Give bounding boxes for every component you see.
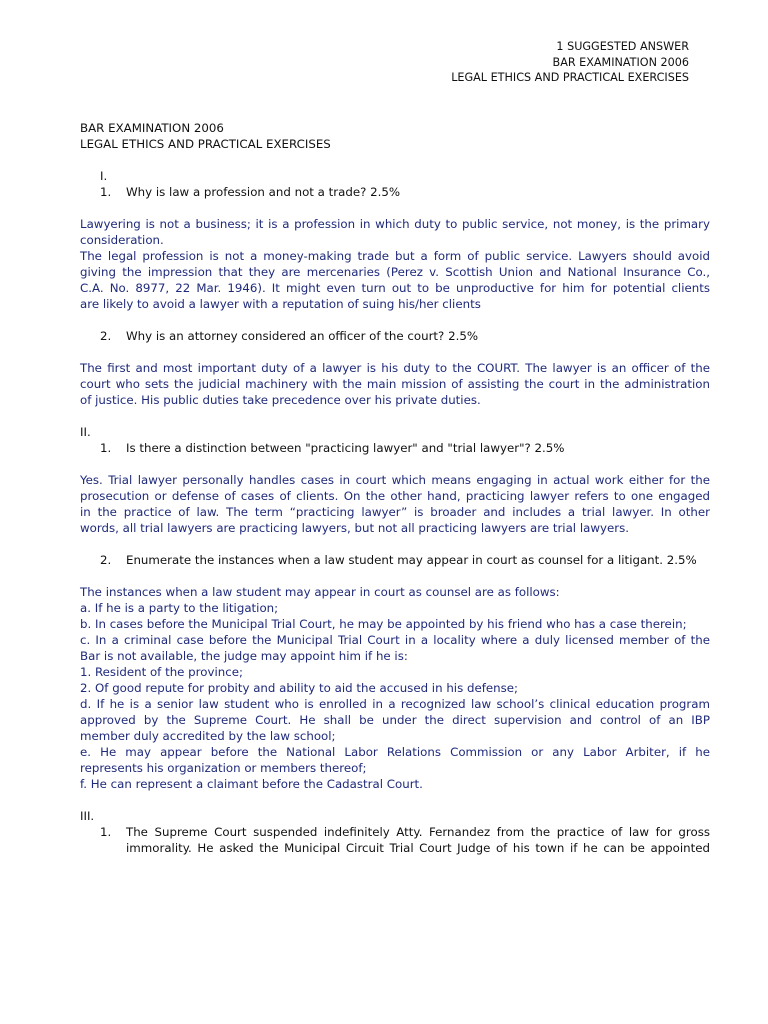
answer-line: 1. Resident of the province; xyxy=(80,665,243,679)
answer-line: The legal profession is not a money-making trade but a form of public service. Lawyers should avoid xyxy=(80,249,710,263)
answer-line: approved by the Supreme Court. He shall be under the direct supervision and control of an IBP xyxy=(80,713,710,727)
answer-line: C.A. No. 8977, 22 Mar. 1946). It might even turn out to be unproductive for him for potential clients xyxy=(80,281,710,295)
answer-line: Lawyering is not a business; it is a profession in which duty to public service, not money, is the primary xyxy=(80,217,710,231)
answer-block xyxy=(80,360,710,408)
question-line: The Supreme Court suspended indefinitely Atty. Fernandez from the practice of law for gross xyxy=(126,825,710,839)
answer-block xyxy=(80,472,710,536)
answer-line: member duly accredited by the law school; xyxy=(80,729,336,743)
answer-line: prosecution or defense of cases of clients. On the other hand, practicing lawyer refers to one engaged xyxy=(80,489,710,503)
answer-block xyxy=(80,584,710,792)
question xyxy=(80,184,710,200)
answer-line: in the practice of law. The term “practicing lawyer” is broader and includes a trial lawyer. In other xyxy=(80,505,710,519)
question-number: 2. xyxy=(100,553,112,567)
document-title: BAR EXAMINATION 2006 xyxy=(80,121,224,135)
answer-line: The first and most important duty of a lawyer is his duty to the COURT. The lawyer is an officer of the xyxy=(80,361,710,375)
document-body xyxy=(80,120,710,856)
question-number: 1. xyxy=(100,441,112,455)
question xyxy=(80,328,710,344)
question xyxy=(80,824,710,840)
answer-line: court who sets the judicial machinery with the main mission of assisting the court in the administration xyxy=(80,377,710,391)
question-text: Why is law a profession and not a trade? 2.5% xyxy=(126,185,401,199)
header-line-3: LEGAL ETHICS AND PRACTICAL EXERCISES xyxy=(451,71,689,84)
answer-line: 2. Of good repute for probity and ability to aid the accused in his defense; xyxy=(80,681,518,695)
answer-line: represents his organization or members thereof; xyxy=(80,761,367,775)
header-line-2: BAR EXAMINATION 2006 xyxy=(552,55,689,69)
question-number: 1. xyxy=(100,185,112,199)
section-numeral: I. xyxy=(100,169,108,183)
answer-line: The instances when a law student may appear in court as counsel are as follows: xyxy=(80,585,560,599)
answer-line: giving the impression that they are mercenaries (Perez v. Scottish Union and National Insurance Co., xyxy=(80,265,710,279)
answer-line: Bar is not available, the judge may appoint him if he is: xyxy=(80,649,408,663)
question-line: immorality. He asked the Municipal Circuit Trial Court Judge of his town if he can be appointed xyxy=(126,841,710,855)
answer-block xyxy=(80,216,710,312)
section-numeral: III. xyxy=(80,809,95,823)
answer-line: b. In cases before the Municipal Trial Court, he may be appointed by his friend who has a case therein; xyxy=(80,617,687,631)
answer-line: of justice. His public duties take precedence over his private duties. xyxy=(80,393,481,407)
question xyxy=(80,440,710,456)
question-number: 2. xyxy=(100,329,112,343)
answer-line: a. If he is a party to the litigation; xyxy=(80,601,279,615)
document-subtitle: LEGAL ETHICS AND PRACTICAL EXERCISES xyxy=(80,137,331,151)
question-text: Is there a distinction between "practicing lawyer" and "trial lawyer"? 2.5% xyxy=(126,441,565,455)
answer-line: consideration. xyxy=(80,233,164,247)
question xyxy=(80,552,710,568)
answer-line: c. In a criminal case before the Municipal Trial Court in a locality where a duly licensed member of the xyxy=(80,633,710,647)
answer-line: e. He may appear before the National Labor Relations Commission or any Labor Arbiter, if he xyxy=(80,745,710,759)
question-number: 1. xyxy=(100,825,112,839)
answer-line: are likely to avoid a lawyer with a reputation of suing his/her clients xyxy=(80,297,481,311)
answer-line: Yes. Trial lawyer personally handles cases in court which means engaging in actual work either for the xyxy=(80,473,710,487)
answer-line: words, all trial lawyers are practicing lawyers, but not all practicing lawyers are trial lawyers. xyxy=(80,521,629,535)
section-numeral: II. xyxy=(80,425,91,439)
answer-line: d. If he is a senior law student who is enrolled in a recognized law school’s clinical education program xyxy=(80,697,710,711)
running-header xyxy=(451,39,689,86)
header-line-1: 1 SUGGESTED ANSWER xyxy=(556,40,689,53)
question-text: Why is an attorney considered an officer of the court? 2.5% xyxy=(126,329,479,343)
answer-line: f. He can represent a claimant before the Cadastral Court. xyxy=(80,777,423,791)
question-text: Enumerate the instances when a law student may appear in court as counsel for a litigant. 2.5% xyxy=(126,553,697,567)
